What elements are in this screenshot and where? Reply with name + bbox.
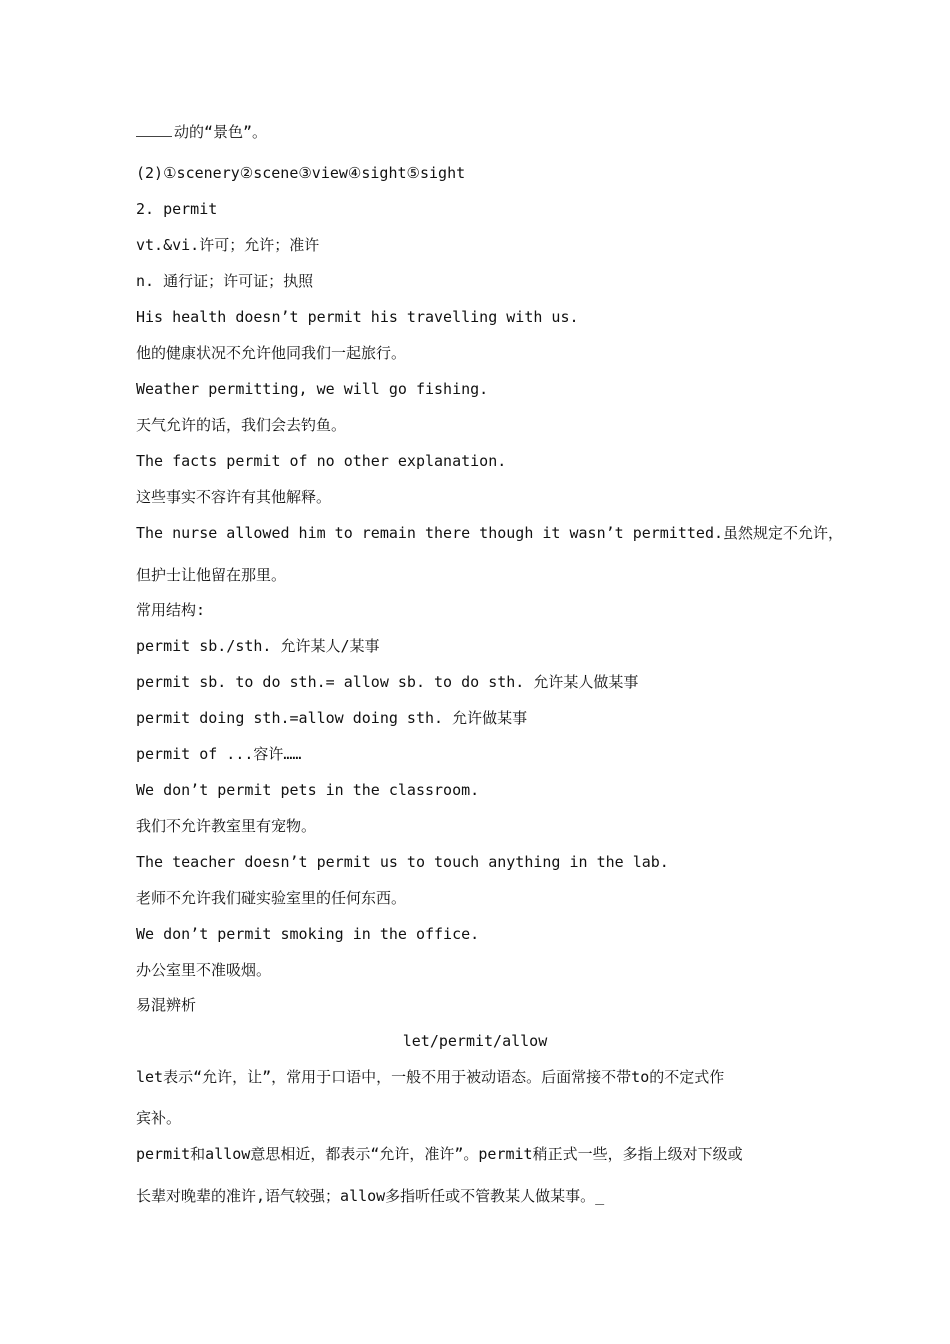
text-line-5: n. 通行证；许可证；执照 (136, 272, 314, 290)
text-line-28: 宾补。 (136, 1109, 182, 1127)
text-line-22: 老师不允许我们碰实验室里的任何东西。 (136, 889, 407, 907)
text-line-10: The facts permit of no other explanation. (136, 452, 507, 470)
text-line-1: 动的“景色”。 (136, 122, 267, 142)
text-line-19: We don’t permit pets in the classroom. (136, 781, 480, 799)
text-line-2: (2)①scenery②scene③view④sight⑤sight (136, 164, 466, 182)
text-line-15: permit sb./sth. 允许某人/某事 (136, 637, 380, 655)
text-line-30: 长辈对晚辈的准许,语气较强；allow多指听任或不管教某人做某事。_ (136, 1187, 605, 1205)
text-line-24: 办公室里不准吸烟。 (136, 961, 272, 979)
text-line-17: permit doing sth.=allow doing sth. 允许做某事 (136, 709, 528, 727)
section-heading-confusables: 易混辨析 (136, 996, 197, 1014)
text-line-21: The teacher doesn’t permit us to touch anything in the lab. (136, 853, 669, 871)
text-line-6: His health doesn’t permit his travelling with us. (136, 308, 579, 326)
text-line-7: 他的健康状况不允许他同我们一起旅行。 (136, 344, 407, 362)
text-line-8: Weather permitting, we will go fishing. (136, 380, 489, 398)
text-line-16: permit sb. to do sth.= allow sb. to do sth. 允许某人做某事 (136, 673, 639, 691)
text-line-27: let表示“允许，让”，常用于口语中，一般不用于被动语态。后面常接不带to的不定式作 (136, 1068, 725, 1086)
text-line-4: vt.&vi.许可；允许；准许 (136, 236, 320, 254)
text-line-20: 我们不允许教室里有宠物。 (136, 817, 317, 835)
text-line-11: 这些事实不容许有其他解释。 (136, 488, 332, 506)
section-heading-permit: 2. permit (136, 200, 218, 218)
text-line-29: permit和allow意思相近，都表示“允许，准许”。permit稍正式一些，多指上级对下级或 (136, 1145, 743, 1163)
text-line-12: The nurse allowed him to remain there though it wasn’t permitted.虽然规定不允许， (136, 524, 844, 542)
text-line-23: We don’t permit smoking in the office. (136, 925, 480, 943)
blank-underline (136, 124, 172, 137)
text-line-18: permit of ...容许…… (136, 745, 302, 763)
text-line-14: 常用结构: (136, 601, 206, 619)
text-line-13: 但护士让他留在那里。 (136, 566, 287, 584)
centered-heading: let/permit/allow (402, 1032, 548, 1050)
text-line-9: 天气允许的话，我们会去钓鱼。 (136, 416, 347, 434)
